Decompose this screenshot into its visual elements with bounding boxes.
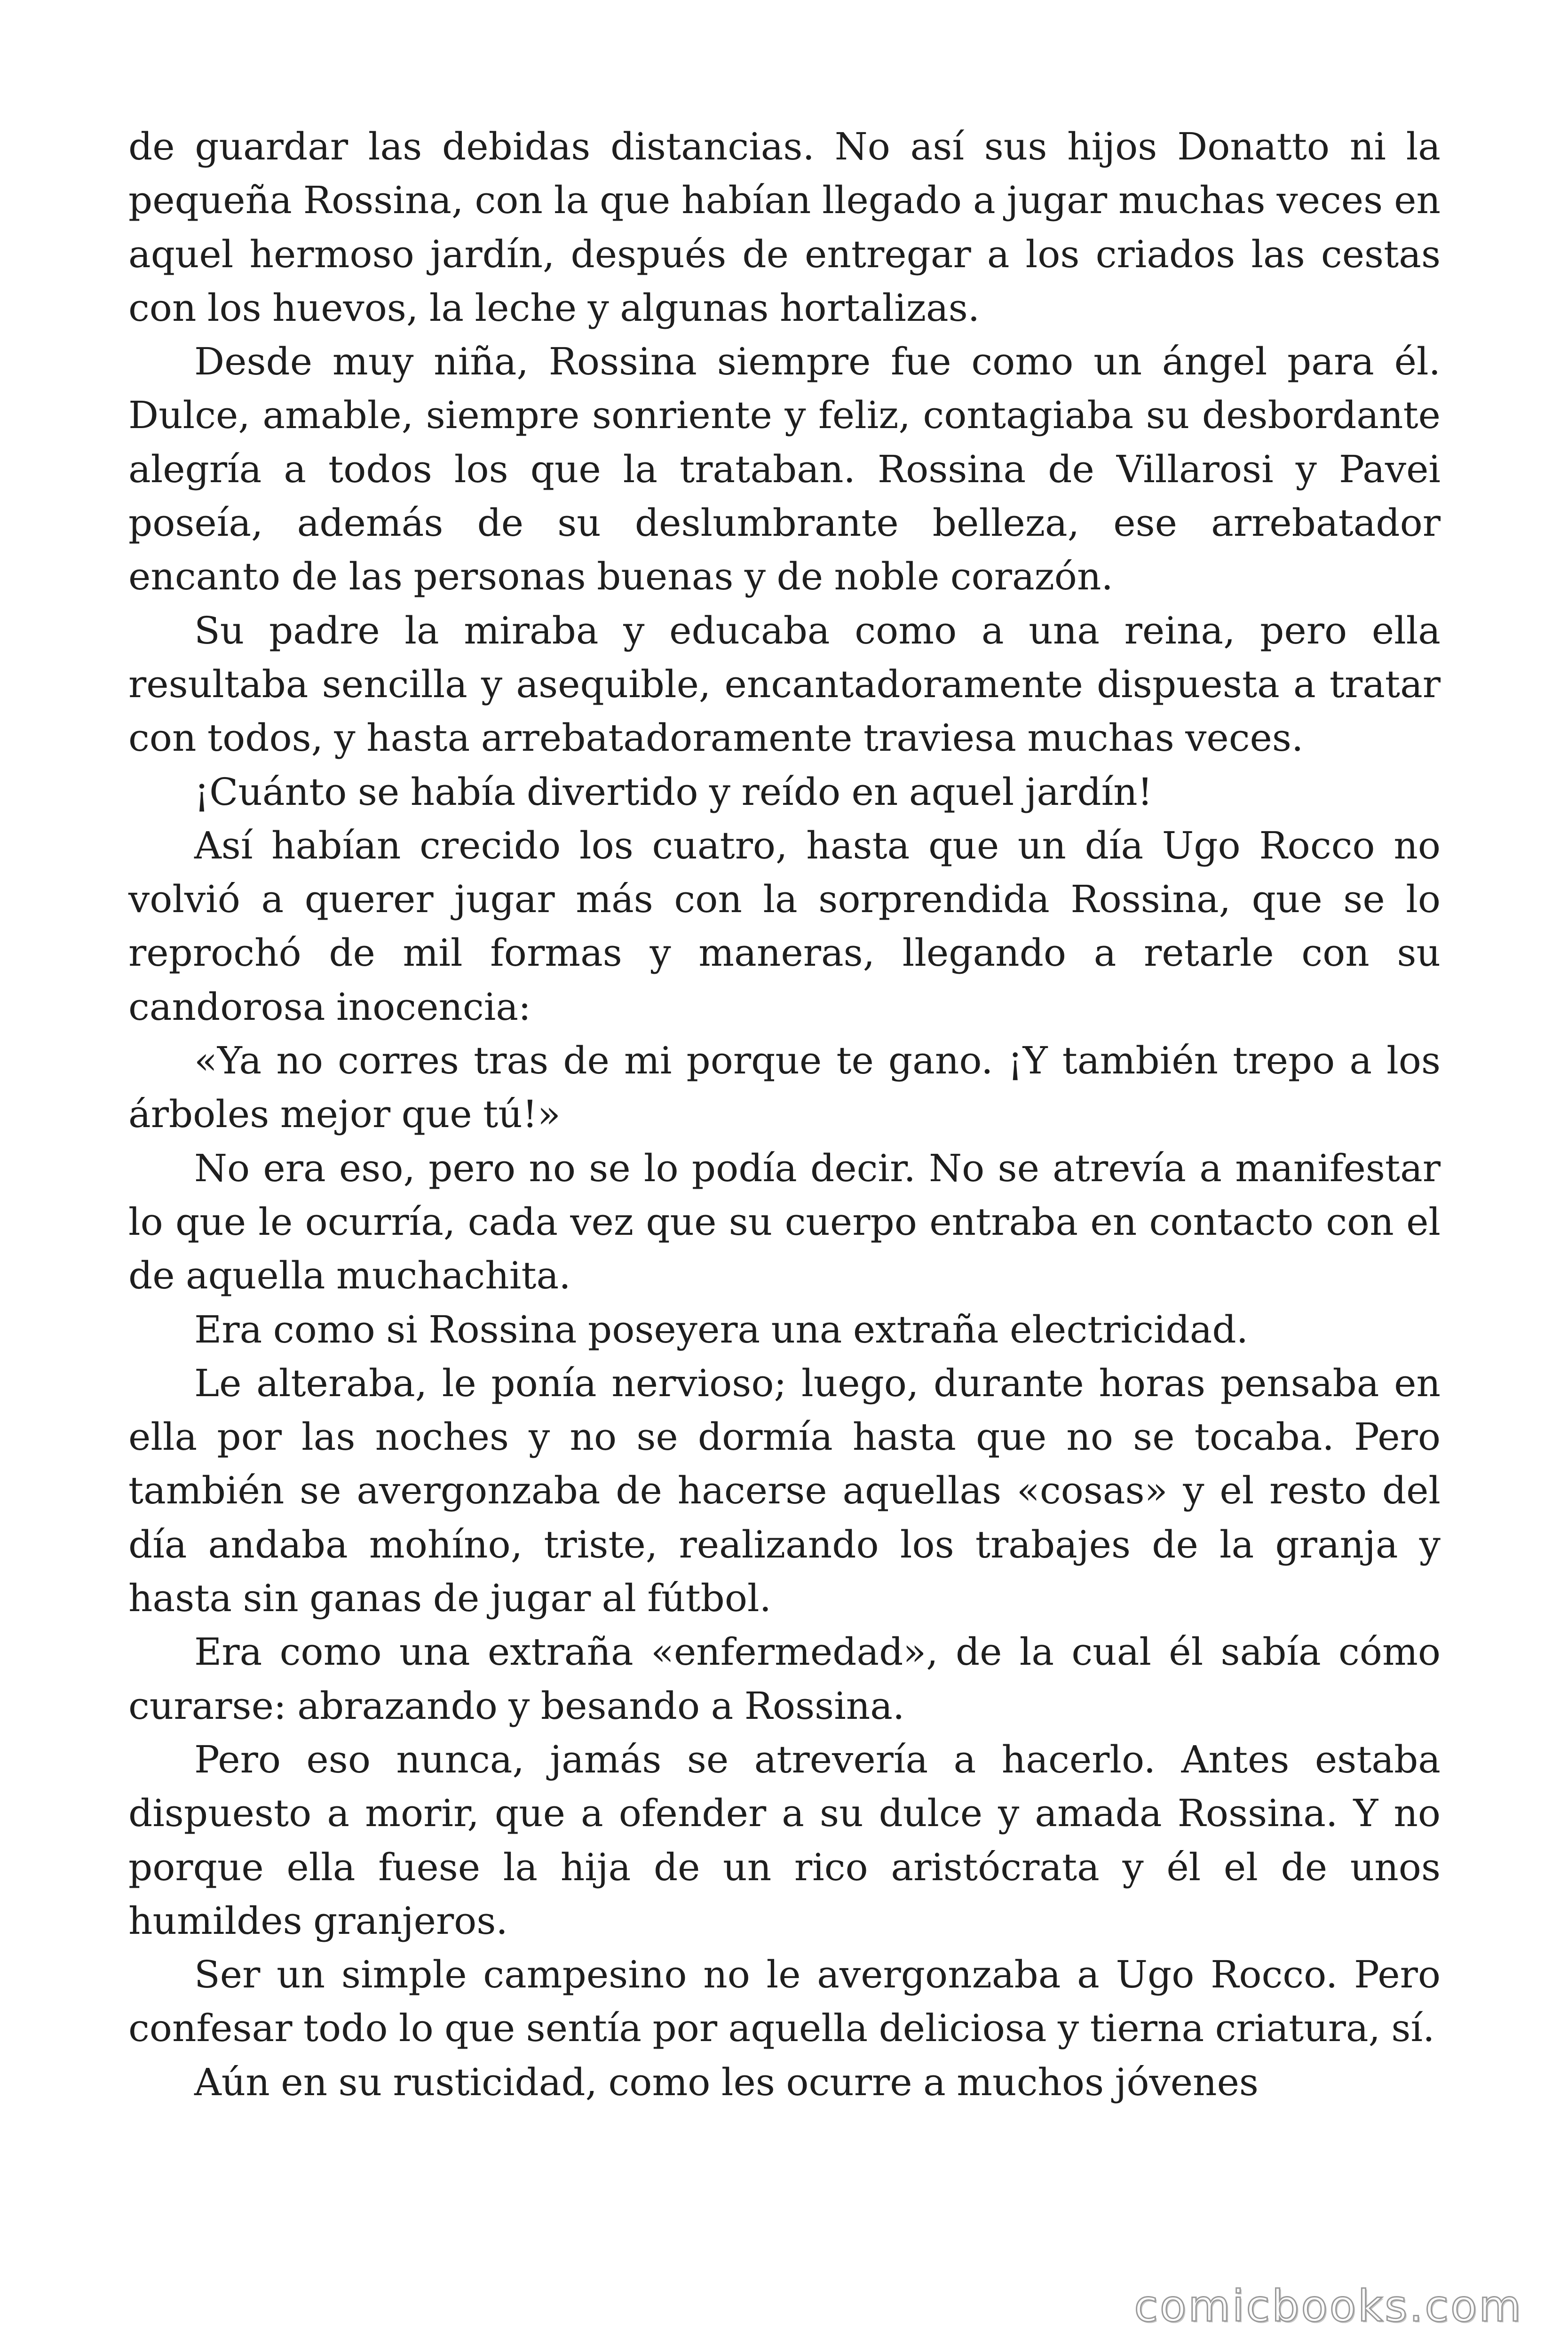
watermark: comicbooks.com (1134, 2281, 1523, 2331)
paragraph-7: No era eso, pero no se lo podía decir. No se atrevía a manifestar lo que le ocurría, cada vez que su cuerpo entraba en contacto con el de aquella muchachita. (128, 1146, 1441, 1298)
paragraph-13: Aún en su rusticidad, como les ocurre a muchos jóvenes (194, 2060, 1259, 2104)
paragraph-1: de guardar las debidas distancias. No así sus hijos Donatto ni la pequeña Rossina, con la que habían llegado a jugar muchas veces en aquel hermoso jardín, después de entregar a los criados las cestas con los huevos, la leche y algunas hortalizas. (128, 125, 1441, 330)
paragraph-12: Ser un simple campesino no le avergonzaba a Ugo Rocco. Pero confesar todo lo que sentía por aquella deliciosa y tierna criatura, sí. (128, 1953, 1441, 2050)
paragraph-6: «Ya no corres tras de mi porque te gano. ¡Y también trepo a los árboles mejor que tú!» (128, 1039, 1441, 1136)
paragraph-9: Le alteraba, le ponía nervioso; luego, durante horas pensaba en ella por las noches y no se dormía hasta que no se tocaba. Pero también se avergonzaba de hacerse aquellas «cosas» y el resto del día andaba mohíno, triste, realizando los trabajes de la granja y hasta sin ganas de jugar al fútbol. (128, 1361, 1441, 1621)
paragraph-3: Su padre la miraba y educaba como a una reina, pero ella resultaba sencilla y asequible, encantadoramente dispuesta a tratar con todos, y hasta arrebatadoramente traviesa muchas veces. (128, 608, 1441, 760)
paragraph-8: Era como si Rossina poseyera una extraña electricidad. (194, 1307, 1249, 1351)
paragraph-10: Era como una extraña «enfermedad», de la cual él sabía cómo curarse: abrazando y besando a Rossina. (128, 1630, 1441, 1728)
paragraph-5: Así habían crecido los cuatro, hasta que un día Ugo Rocco no volvió a querer jugar más con la sorprendida Rossina, que se lo reprochó de mil formas y maneras, llegando a retarle con su candorosa inocencia: (128, 823, 1441, 1029)
body-text (128, 120, 1441, 2109)
paragraph-11: Pero eso nunca, jamás se atrevería a hacerlo. Antes estaba dispuesto a morir, que a ofender a su dulce y amada Rossina. Y no porque ella fuese la hija de un rico aristócrata y él el de unos humildes granjeros. (128, 1737, 1441, 1943)
paragraph-4: ¡Cuánto se había divertido y reído en aquel jardín! (194, 770, 1153, 814)
paragraph-2: Desde muy niña, Rossina siempre fue como un ángel para él. Dulce, amable, siempre sonriente y feliz, contagiaba su desbordante alegría a todos los que la trataban. Rossina de Villarosi y Pavei poseía, además de su deslumbrante belleza, ese arrebatador encanto de las personas buenas y de noble corazón. (128, 340, 1441, 599)
